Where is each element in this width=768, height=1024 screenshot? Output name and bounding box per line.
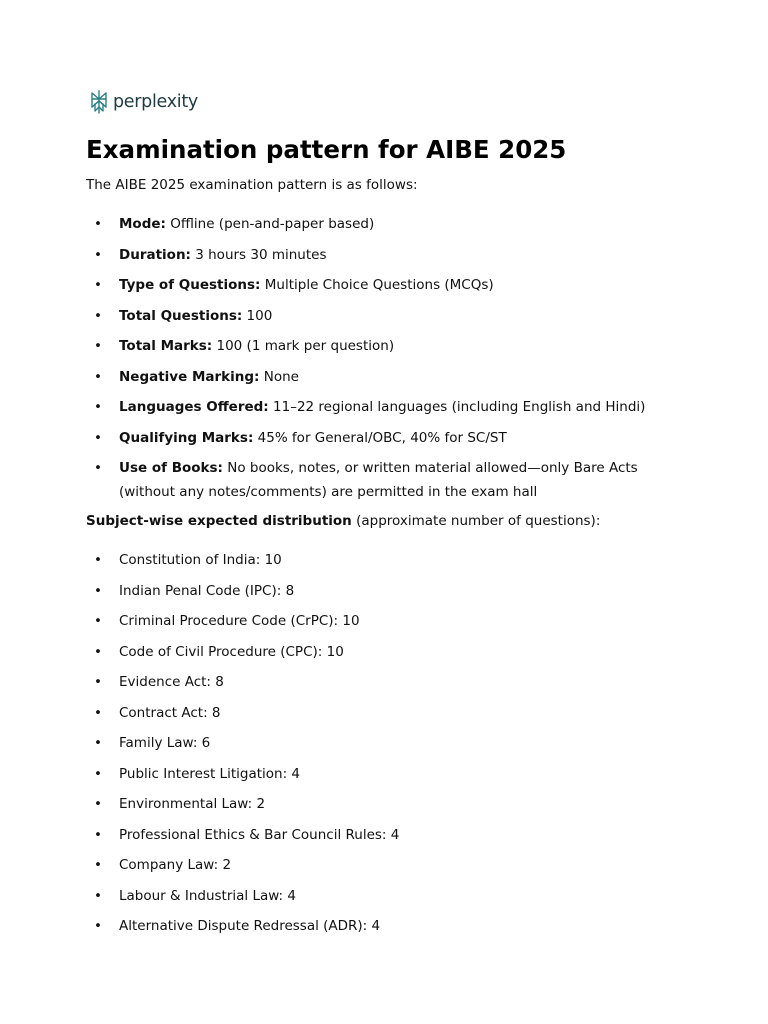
item-label: Languages Offered: <box>119 399 269 415</box>
list-item: • Family Law: 6 <box>86 731 686 755</box>
list-item: • Criminal Procedure Code (CrPC): 10 <box>86 609 686 633</box>
list-item <box>86 365 686 389</box>
item-value: 3 hours 30 minutes <box>190 246 327 263</box>
item-label: Duration: <box>119 246 191 263</box>
list-item <box>86 334 686 358</box>
distribution-heading <box>86 511 600 531</box>
perplexity-logo-icon <box>89 90 109 114</box>
list-item <box>86 304 686 328</box>
list-item: • Labour & Industrial Law: 4 <box>86 884 686 908</box>
list-item: • Indian Penal Code (IPC): 8 <box>86 579 686 603</box>
item-value: No books, notes, or written material allowed—only Bare Acts (without any notes/comments) are permitted in the exam hall <box>119 460 638 500</box>
item-value: 100 <box>242 307 273 324</box>
list-item <box>86 395 686 419</box>
list-item <box>86 456 686 504</box>
logo-wordmark: perplexity <box>113 92 198 112</box>
list-item: • Contract Act: 8 <box>86 701 686 725</box>
list-item: • Public Interest Litigation: 4 <box>86 762 686 786</box>
list-item: • Evidence Act: 8 <box>86 670 686 694</box>
distribution-heading-note: (approximate number of questions): <box>351 513 601 529</box>
item-label: Use of Books: <box>119 460 223 476</box>
item-value: 45% for General/OBC, 40% for SC/ST <box>253 429 507 446</box>
item-label: Type of Questions: <box>119 277 261 293</box>
subject-distribution-list <box>86 548 686 945</box>
list-item: • Professional Ethics & Bar Council Rules: 4 <box>86 823 686 847</box>
list-item: • Constitution of India: 10 <box>86 548 686 572</box>
list-item: • Alternative Dispute Redressal (ADR): 4 <box>86 914 686 938</box>
list-item <box>86 212 686 236</box>
item-label: Total Marks: <box>119 338 213 354</box>
list-item <box>86 243 686 267</box>
item-value: 100 (1 mark per question) <box>212 338 395 354</box>
list-item <box>86 426 686 450</box>
item-value: Offline (pen-and-paper based) <box>165 216 375 232</box>
list-item <box>86 273 686 297</box>
document-page <box>86 88 726 934</box>
item-value: 11–22 regional languages (including English and Hindi) <box>268 399 646 415</box>
list-item: • Company Law: 2 <box>86 853 686 877</box>
perplexity-logo <box>89 88 726 116</box>
item-value: Multiple Choice Questions (MCQs) <box>260 277 494 293</box>
item-label: Qualifying Marks: <box>119 429 254 446</box>
intro-text: The AIBE 2025 examination pattern is as follows: <box>86 177 418 193</box>
page-title: Examination pattern for AIBE 2025 <box>86 135 567 164</box>
item-value: None <box>259 368 299 385</box>
item-label: Total Questions: <box>119 307 243 324</box>
item-label: Mode: <box>119 216 166 232</box>
list-item: • Environmental Law: 2 <box>86 792 686 816</box>
item-label: Negative Marking: <box>119 368 260 385</box>
list-item: • Code of Civil Procedure (CPC): 10 <box>86 640 686 664</box>
distribution-heading-label: Subject-wise expected distribution <box>86 513 352 529</box>
exam-pattern-list <box>86 212 686 511</box>
